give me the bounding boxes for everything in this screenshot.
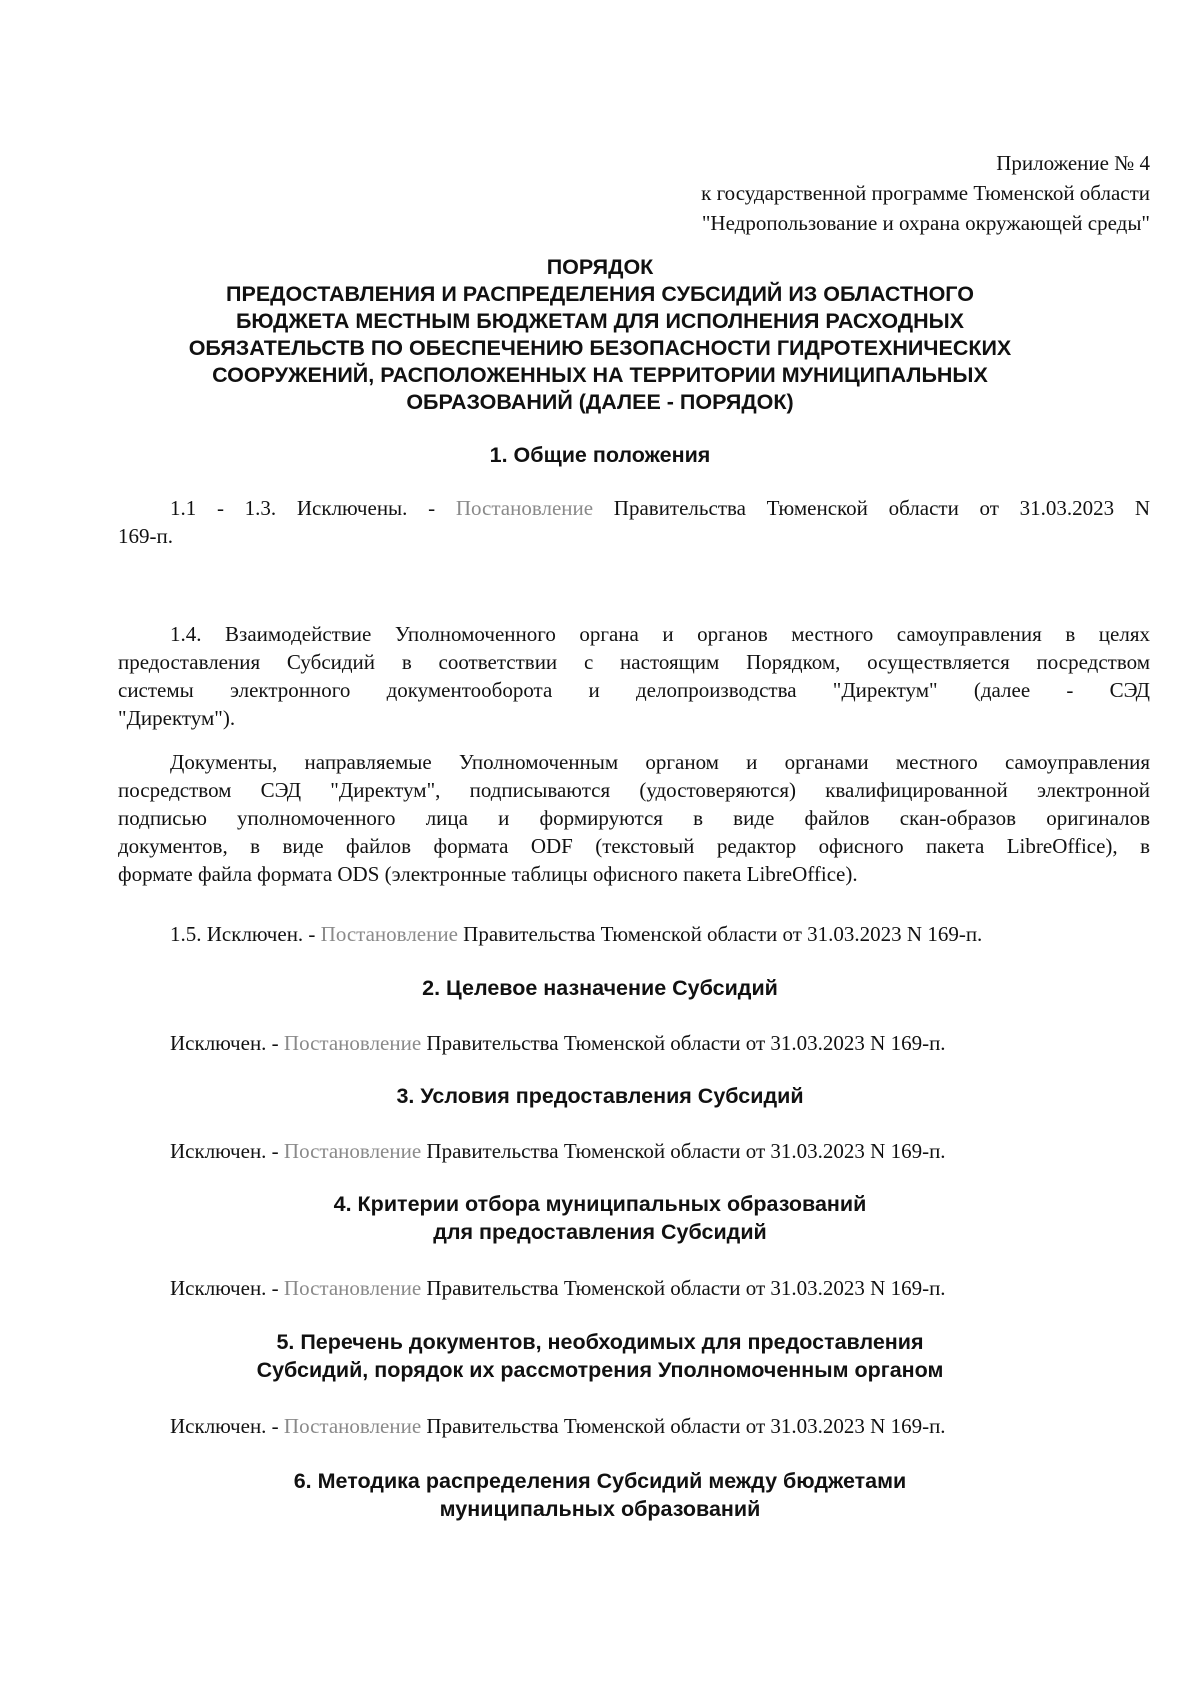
appendix-number: Приложение № 4 — [996, 151, 1150, 175]
appendix-header — [701, 148, 1150, 238]
paragraph-1-5: 1.5. Исключен. - Постановление Правительства Тюменской области от 31.03.2023 N 169-п. — [170, 922, 983, 946]
title-line: БЮДЖЕТА МЕСТНЫМ БЮДЖЕТАМ ДЛЯ ИСПОЛНЕНИЯ РАСХОДНЫХ — [235, 309, 965, 333]
document-title — [100, 254, 1100, 416]
title-line: ОБРАЗОВАНИЙ (ДАЛЕЕ - ПОРЯДОК) — [406, 390, 794, 414]
resolution-link[interactable]: Постановление — [283, 1276, 422, 1300]
section-4-excluded: Исключен. - Постановление Правительства Тюменской области от 31.03.2023 N 169-п. — [170, 1276, 946, 1300]
section-5-heading: 5. Перечень документов, необходимых для предоставления Субсидий, порядок их рассмотрения Уполномоченным органом — [256, 1330, 944, 1382]
appendix-program-name: "Недропользование и охрана окружающей среды" — [701, 211, 1150, 235]
section-6-heading: 6. Методика распределения Субсидий между бюджетами муниципальных образований — [293, 1469, 907, 1521]
title-line: СООРУЖЕНИЙ, РАСПОЛОЖЕННЫХ НА ТЕРРИТОРИИ МУНИЦИПАЛЬНЫХ — [212, 363, 988, 387]
section-2-heading: 2. Целевое назначение Субсидий — [422, 976, 778, 1000]
appendix-program: к государственной программе Тюменской области — [701, 181, 1150, 205]
section-3-excluded: Исключен. - Постановление Правительства Тюменской области от 31.03.2023 N 169-п. — [170, 1139, 946, 1163]
resolution-link[interactable]: Постановление — [283, 1031, 422, 1055]
resolution-link[interactable]: Постановление — [283, 1139, 422, 1163]
paragraph-1-1: 1.1 - 1.3. Исключены. - Постановление Правительства Тюменской области от 31.03.2023 N 169-п. — [118, 496, 1151, 548]
title-line: ПОРЯДОК — [546, 255, 654, 279]
section-5-excluded: Исключен. - Постановление Правительства Тюменской области от 31.03.2023 N 169-п. — [170, 1414, 946, 1438]
title-line: ОБЯЗАТЕЛЬСТВ ПО ОБЕСПЕЧЕНИЮ БЕЗОПАСНОСТИ ГИДРОТЕХНИЧЕСКИХ — [188, 336, 1012, 360]
resolution-link[interactable]: Постановление — [320, 922, 458, 946]
section-3-heading: 3. Условия предоставления Субсидий — [396, 1084, 804, 1108]
resolution-link[interactable]: Постановление — [455, 496, 594, 520]
resolution-link[interactable]: Постановление — [283, 1414, 422, 1438]
paragraph-1-4: 1.4. Взаимодействие Уполномоченного органа и органов местного самоуправления в целях предоставления Субсидий в соответствии с настоящим Порядком, осуществляется посредством системы электронного документооборота и делопроизводства "Директум" (далее - СЭД "Директум"). — [118, 622, 1150, 730]
section-1-heading: 1. Общие положения — [489, 443, 711, 467]
section-4-heading: 4. Критерии отбора муниципальных образований для предоставления Субсидий — [333, 1192, 867, 1244]
section-2-excluded: Исключен. - Постановление Правительства Тюменской области от 31.03.2023 N 169-п. — [170, 1031, 946, 1055]
paragraph-documents: Документы, направляемые Уполномоченным органом и органами местного самоуправления посредством СЭД "Директум", подписываются (удостоверяются) квалифицированной электронной подписью уполномоченного лица и формируются в виде файлов скан-образов оригиналов документов, в виде файлов формата ODF (текстовый редактор офисного пакета LibreOffice), в формате файла формата ODS (электронные таблицы офисного пакета LibreOffice). — [118, 750, 1150, 886]
title-line: ПРЕДОСТАВЛЕНИЯ И РАСПРЕДЕЛЕНИЯ СУБСИДИЙ ИЗ ОБЛАСТНОГО — [226, 282, 974, 306]
